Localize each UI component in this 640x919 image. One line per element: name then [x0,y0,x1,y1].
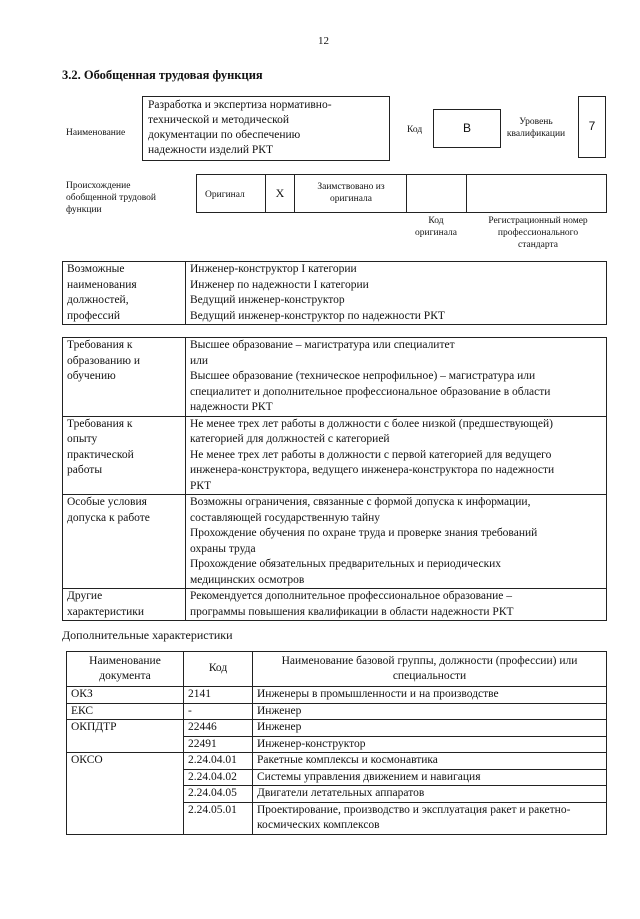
requirement-label [63,495,186,589]
positions-items-cell [186,262,607,325]
requirement-row [63,416,607,495]
reg-caption [470,215,606,251]
requirement-text-line: или [190,354,209,367]
row-name: Ракетные комплексы и космонавтика [253,753,607,770]
borrowed-label-line: Заимствовано из [317,182,385,192]
row-name: Инженер [253,703,607,720]
level-value-box [578,96,606,158]
level-label-line: Уровень [519,117,553,127]
row-name: Двигатели летательных аппаратов [253,786,607,803]
requirement-text [186,589,607,621]
row-code: 22446 [184,720,253,737]
requirement-text-line: Возможны ограничения, связанные с формой допуска к информации, [190,496,531,508]
positions-label-line: должностей, [67,294,129,306]
requirement-text-line: инженера-конструктора, ведущего инженера-конструктора по надежности [190,464,555,476]
requirement-row [63,495,607,589]
level-value: 7 [588,119,596,133]
section-title: 3.2. Обобщенная трудовая функция [62,68,263,82]
positions-label-line: Возможные [67,263,125,275]
page-number: 12 [318,35,329,47]
row-code: - [184,703,253,720]
row-doc: ОКПДТР [67,720,184,753]
requirement-text-line: специалитет и дополнительное профессиональное образование в области [190,385,551,398]
position-item: Инженер-конструктор I категории [190,263,357,275]
row-name: Системы управления движением и навигация [253,769,607,786]
name-value-line: документации по обеспечению [148,129,301,141]
row-doc: ОКЗ [67,687,184,704]
requirement-label [63,338,186,417]
position-item: Ведущий инженер-конструктор [190,294,345,306]
row-code: 2141 [184,687,253,704]
row-code: 2.24.04.05 [184,786,253,803]
name-label: Наименование [66,128,126,138]
reg-caption-line: стандарта [518,240,558,250]
requirement-text-line: Прохождение обязательных предварительных и периодических [190,558,502,570]
requirement-text [186,495,607,589]
requirement-text-line: охраны труда [190,542,256,555]
requirement-label [63,589,186,621]
requirement-label-line: характеристики [67,605,145,618]
extra-table [66,651,607,835]
requirement-text-line: Не менее трех лет работы в должности с более низкой (предшествующей) [190,417,553,430]
name-value-line: технической и методической [148,114,289,126]
extra-header-row [67,652,607,687]
requirement-text-line: категорией для должностей с категорией [190,433,390,445]
row-doc: ОКСО [67,753,184,835]
requirement-label-line: Особые условия [67,496,147,508]
code-label: Код [407,125,423,135]
origin-label-line: обобщенной трудовой [66,193,156,203]
position-item: Ведущий инженер-конструктор по надежности РКТ [190,309,445,322]
borrowed-label [296,181,406,205]
row-doc: ЕКС [67,703,184,720]
code-caption-line: Код [428,216,444,226]
reg-caption-line: Регистрационный номер [488,216,588,226]
original-label: Оригинал [205,190,245,200]
requirement-text-line: медицинских осмотров [190,573,305,586]
origin-label [66,180,156,216]
requirement-row [63,589,607,621]
positions-label-line: наименования [67,278,137,291]
level-label-line: квалификации [506,129,566,139]
row-code: 2.24.04.02 [184,769,253,786]
requirement-label-line: Другие [67,590,103,602]
row-name: Инженер [253,720,607,737]
header-doc-line: документа [99,670,151,682]
requirement-label-line: обучению [67,370,116,382]
original-mark: X [275,186,285,200]
code-value-box [433,109,501,148]
code-caption-line: оригинала [415,228,457,238]
level-label [500,116,572,140]
name-value-box [142,96,390,161]
header-doc [67,652,184,687]
requirement-text-line: РКТ [190,479,212,492]
requirement-text-line: программы повышения квалификации в области надежности РКТ [190,605,514,618]
row-code: 22491 [184,736,253,753]
requirements-table [62,337,607,621]
requirement-text-line: Рекомендуется дополнительное профессиональное образование – [190,590,513,602]
header-name-line: Наименование базовой группы, должности (профессии) или [281,654,578,667]
row-name: Проектирование, производство и эксплуатация ракет и ракетно-космических комплексов [253,802,607,834]
requirement-label [63,416,186,495]
requirement-text-line: составляющей государственную тайну [190,511,381,524]
positions-label-cell [63,262,186,325]
code-value: В [462,121,471,135]
requirement-text-line: Высшее образование (техническое непрофильное) – магистратура или [190,370,536,382]
extra-title: Дополнительные характеристики [62,628,233,642]
name-value-line: Разработка и экспертиза нормативно- [148,99,332,111]
requirement-label-line: образованию и [67,354,140,367]
table-row [67,720,607,737]
requirement-text [186,338,607,417]
requirement-row [63,338,607,417]
reg-caption-line: профессионального [497,228,579,238]
header-name [253,652,607,687]
requirement-label-line: практической [67,448,134,461]
table-row [67,703,607,720]
origin-table [196,174,607,213]
requirement-label-line: допуска к работе [67,511,150,524]
origin-label-line: Происхождение [66,181,131,191]
positions-table [62,261,607,325]
requirement-text-line: надежности РКТ [190,401,273,413]
requirement-label-line: опыту [67,433,98,445]
requirement-label-line: Требования к [67,339,133,351]
table-row [67,687,607,704]
borrowed-label-line: оригинала [330,194,372,204]
row-name: Инженер-конструктор [253,736,607,753]
code-caption [405,215,467,239]
position-item: Инженер по надежности I категории [190,278,369,291]
name-value-line: надежности изделий РКТ [148,144,273,156]
header-name-line: специальности [392,670,467,682]
requirement-label-line: Требования к [67,417,133,430]
header-doc-line: Наименование [89,654,161,667]
origin-label-line: функции [66,205,102,215]
row-code: 2.24.05.01 [184,802,253,834]
header-code: Код [184,652,253,687]
row-name: Инженеры в промышленности и на производстве [253,687,607,704]
requirement-text [186,416,607,495]
row-code: 2.24.04.01 [184,753,253,770]
positions-label-line: профессий [67,309,121,322]
requirement-text-line: Прохождение обучения по охране труда и проверке знания требований [190,527,538,539]
requirement-text-line: Не менее трех лет работы в должности с первой категорией для ведущего [190,448,552,461]
requirement-label-line: работы [67,464,103,476]
table-row [67,753,607,770]
requirement-text-line: Высшее образование – магистратура или специалитет [190,339,455,351]
